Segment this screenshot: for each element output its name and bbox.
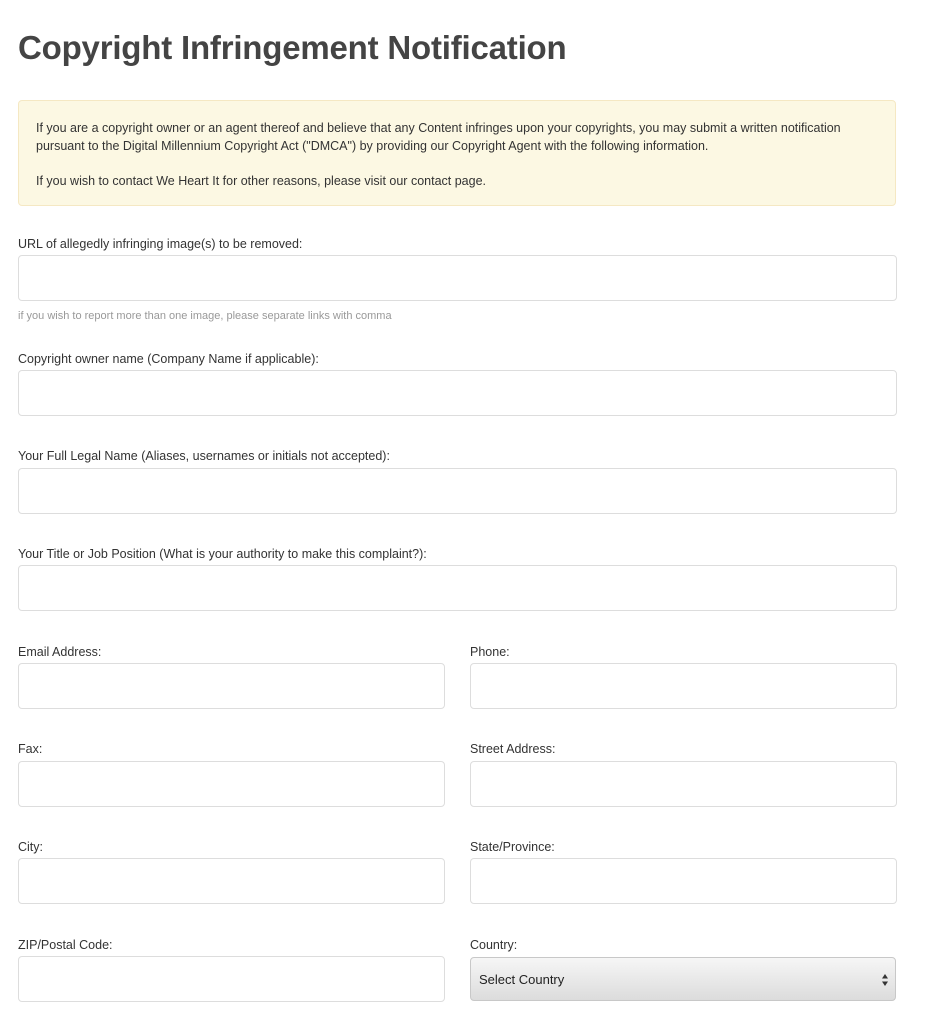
email-input[interactable]: [18, 663, 445, 709]
job-title-label: Your Title or Job Position (What is your authority to make this complaint?):: [18, 547, 427, 561]
notice-paragraph-dmca: If you are a copyright owner or an agent thereof and believe that any Content infringes upon your copyrights, you may submit a written notification pursuant to the Digital Millennium Copyright Act ("DMCA") by providing our Copyright Agent with the following information.: [36, 121, 841, 153]
city-label: City:: [18, 840, 43, 854]
owner-name-input[interactable]: [18, 370, 897, 416]
url-label: URL of allegedly infringing image(s) to be removed:: [18, 237, 303, 251]
legal-name-input[interactable]: [18, 468, 897, 514]
phone-input[interactable]: [470, 663, 897, 709]
zip-input[interactable]: [18, 956, 445, 1002]
notice-paragraph-contact: If you wish to contact We Heart It for other reasons, please visit our contact page.: [36, 174, 486, 188]
url-help-text: if you wish to report more than one image, please separate links with comma: [18, 310, 392, 322]
page-title: Copyright Infringement Notification: [18, 29, 567, 66]
street-address-label: Street Address:: [470, 742, 556, 756]
country-select[interactable]: [470, 957, 896, 1001]
fax-label: Fax:: [18, 742, 43, 756]
job-title-input[interactable]: [18, 565, 897, 611]
state-province-label: State/Province:: [470, 840, 555, 854]
phone-label: Phone:: [470, 645, 510, 659]
email-label: Email Address:: [18, 645, 102, 659]
street-address-input[interactable]: [470, 761, 897, 807]
fax-input[interactable]: [18, 761, 445, 807]
legal-name-label: Your Full Legal Name (Aliases, usernames or initials not accepted):: [18, 449, 390, 463]
zip-label: ZIP/Postal Code:: [18, 938, 113, 952]
country-label: Country:: [470, 938, 518, 952]
city-input[interactable]: [18, 858, 445, 904]
owner-name-label: Copyright owner name (Company Name if applicable):: [18, 352, 319, 366]
url-input[interactable]: [18, 255, 897, 301]
country-select-value: Select Country: [479, 972, 565, 987]
state-province-input[interactable]: [470, 858, 897, 904]
info-notice: [18, 100, 896, 206]
up-down-arrows-icon: [881, 971, 889, 989]
